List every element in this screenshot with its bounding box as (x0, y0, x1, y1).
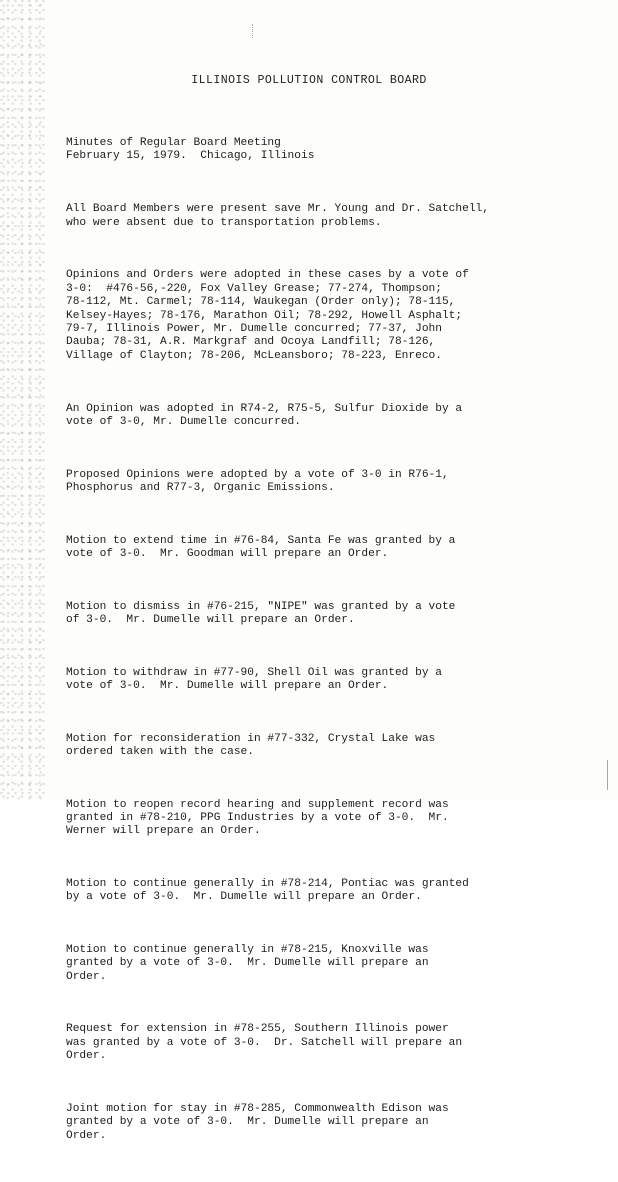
paragraph-attendance: All Board Members were present save Mr. Young and Dr. Satchell, who were absent due to transportation problems. (66, 203, 489, 229)
paragraph-ppg-industries: Motion to reopen record hearing and supplement record was granted in #78-210, PPG Industries by a vote of 3-0. Mr. Werner will prepare an Order. (66, 798, 449, 838)
scan-mark (252, 24, 254, 38)
paragraph-pontiac: Motion to continue generally in #78-214, Pontiac was granted by a vote of 3-0. Mr. Dumelle will prepare an Order. (66, 878, 469, 904)
document-body (66, 110, 516, 1182)
scan-edge-mark (607, 760, 612, 790)
paragraph-sulfur-dioxide: An Opinion was adopted in R74-2, R75-5, Sulfur Dioxide by a vote of 3-0, Mr. Dumelle concurred. (66, 402, 463, 428)
paragraph-nipe: Motion to dismiss in #76-215, "NIPE" was granted by a vote of 3-0. Mr. Dumelle will prepare an Order. (66, 600, 456, 626)
paragraph-knoxville: Motion to continue generally in #78-215, Knoxville was granted by a vote of 3-0. Mr. Dumelle will prepare an Order. (66, 944, 429, 983)
paragraph-commonwealth-edison: Joint motion for stay in #78-285, Commonwealth Edison was granted by a vote of 3-0. Mr. Dumelle will prepare an Order. (66, 1102, 449, 1142)
paragraph-opinions-orders: Opinions and Orders were adopted in these cases by a vote of 3-0: #476-56,-220, Fox Valley Grease; 77-274, Thompson; 78-112, Mt. Carmel; 78-114, Waukegan (Order only); 78-115, Kelsey-Hayes; 78-176, Marathon Oil; 78-292, Howell Asphalt; 79-7, Illinois Power, Mr. Dumelle concurred; 77-37, John Dauba; 78-31, A.R. Markgraf and Ocoya Landfill; 78-126, Village of Clayton; 78-206, McLeansboro; 78-223, Enreco. (66, 269, 469, 362)
paragraph-southern-illinois: Request for extension in #78-255, Southern Illinois power was granted by a vote of 3-0. Dr. Satchell will prepare an Order. (66, 1023, 463, 1063)
paragraph-crystal-lake: Motion for reconsideration in #77-332, Crystal Lake was ordered taken with the case. (66, 732, 436, 758)
document-title: ILLINOIS POLLUTION CONTROL BOARD (191, 74, 427, 87)
paragraph-shell-oil: Motion to withdraw in #77-90, Shell Oil was granted by a vote of 3-0. Mr. Dumelle will prepare an Order. (66, 666, 442, 692)
paragraph-santa-fe: Motion to extend time in #76-84, Santa Fe was granted by a vote of 3-0. Mr. Goodman will prepare an Order. (66, 534, 456, 560)
meeting-header: Minutes of Regular Board Meeting February 15, 1979. Chicago, Illinois (66, 136, 315, 163)
scan-edge-noise (0, 0, 46, 800)
paragraph-proposed-opinions: Proposed Opinions were adopted by a vote of 3-0 in R76-1, Phosphorus and R77-3, Organic Emissions. (66, 468, 449, 494)
